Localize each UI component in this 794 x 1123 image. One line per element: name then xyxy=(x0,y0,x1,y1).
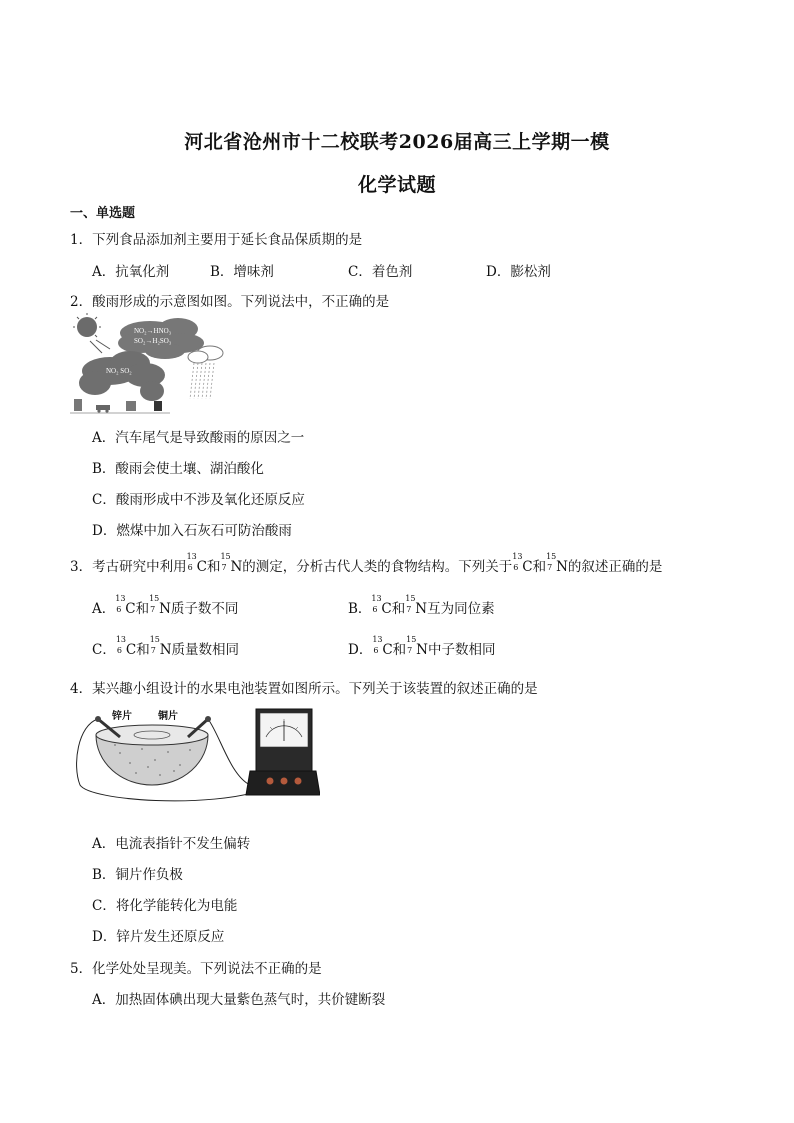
car-icon xyxy=(96,405,110,413)
question-4-stem: 4．某兴趣小组设计的水果电池装置如图所示。下列关于该装置的叙述正确的是 xyxy=(70,681,538,697)
diagram-label-gases: NO₂ SO₂ xyxy=(106,367,132,375)
diagram-label-so2: SO₂→H₂SO₃ xyxy=(134,337,172,345)
rain-icon xyxy=(190,363,214,399)
question-1-stem: 1．下列食品添加剂主要用于延长食品保质期的是 xyxy=(70,232,363,248)
question-3-option-a: A． 13 6 C和 15 7 N质子数不同 xyxy=(92,594,239,617)
exam-subtitle: 化学试题 xyxy=(357,174,436,196)
ammeter-icon xyxy=(246,709,320,795)
question-4-option-c: C．将化学能转化为电能 xyxy=(92,898,238,914)
diagram-label-no2: NO₂→HNO₃ xyxy=(134,327,172,335)
question-2-option-b: B．酸雨会使土壤、湖泊酸化 xyxy=(92,461,264,477)
question-4-option-a: A．电流表指针不发生偏转 xyxy=(92,836,251,852)
question-1-option-d: D．膨松剂 xyxy=(486,264,551,280)
question-1-option-a: A．抗氧化剂 xyxy=(92,264,170,280)
question-5-option-a: A．加热固体碘出现大量紫色蒸气时，共价键断裂 xyxy=(92,992,386,1008)
isotope-n15: 15 7 xyxy=(220,552,231,572)
question-2-stem: 2．酸雨形成的示意图如图。下列说法中，不正确的是 xyxy=(70,294,390,310)
question-2-option-a: A．汽车尾气是导致酸雨的原因之一 xyxy=(92,430,305,446)
question-3-option-d: D． 13 6 C和 15 7 N中子数相同 xyxy=(348,635,496,658)
question-1-option-b: B．增味剂 xyxy=(210,264,274,280)
question-2-option-d: D．燃煤中加入石灰石可防治酸雨 xyxy=(92,523,292,539)
smoke-cloud xyxy=(79,351,165,401)
question-3-stem: 3．考古研究中利用 13 6 C和 15 7 N的测定，分析古代人类的食物结构。下列关于 13 6 C和 15 7 N的叙述正确的是 xyxy=(70,552,663,575)
question-1-option-c: C．着色剂 xyxy=(348,264,413,280)
label-zinc: 锌片 xyxy=(112,711,132,722)
question-4-option-d: D．锌片发生还原反应 xyxy=(92,929,225,945)
exam-title: 河北省沧州市十二校联考2026届高三上学期一模 xyxy=(184,131,610,153)
question-3-option-b: B． 13 6 C和 15 7 N互为同位素 xyxy=(348,594,495,617)
question-2-option-c: C．酸雨形成中不涉及氧化还原反应 xyxy=(92,492,305,508)
factory-icon xyxy=(74,399,162,411)
sun-icon xyxy=(73,313,110,353)
isotope-c13: 13 6 xyxy=(186,552,197,572)
section-heading: 一、单选题 xyxy=(70,206,136,221)
question-4-option-b: B．铜片作负极 xyxy=(92,867,183,883)
question-5-stem: 5．化学处处呈现美。下列说法不正确的是 xyxy=(70,961,322,977)
acid-rain-diagram xyxy=(70,313,225,415)
question-3-option-c: C． 13 6 C和 15 7 N质量数相同 xyxy=(92,635,239,658)
label-copper: 铜片 xyxy=(158,711,178,722)
fruit-battery-diagram xyxy=(70,705,320,810)
